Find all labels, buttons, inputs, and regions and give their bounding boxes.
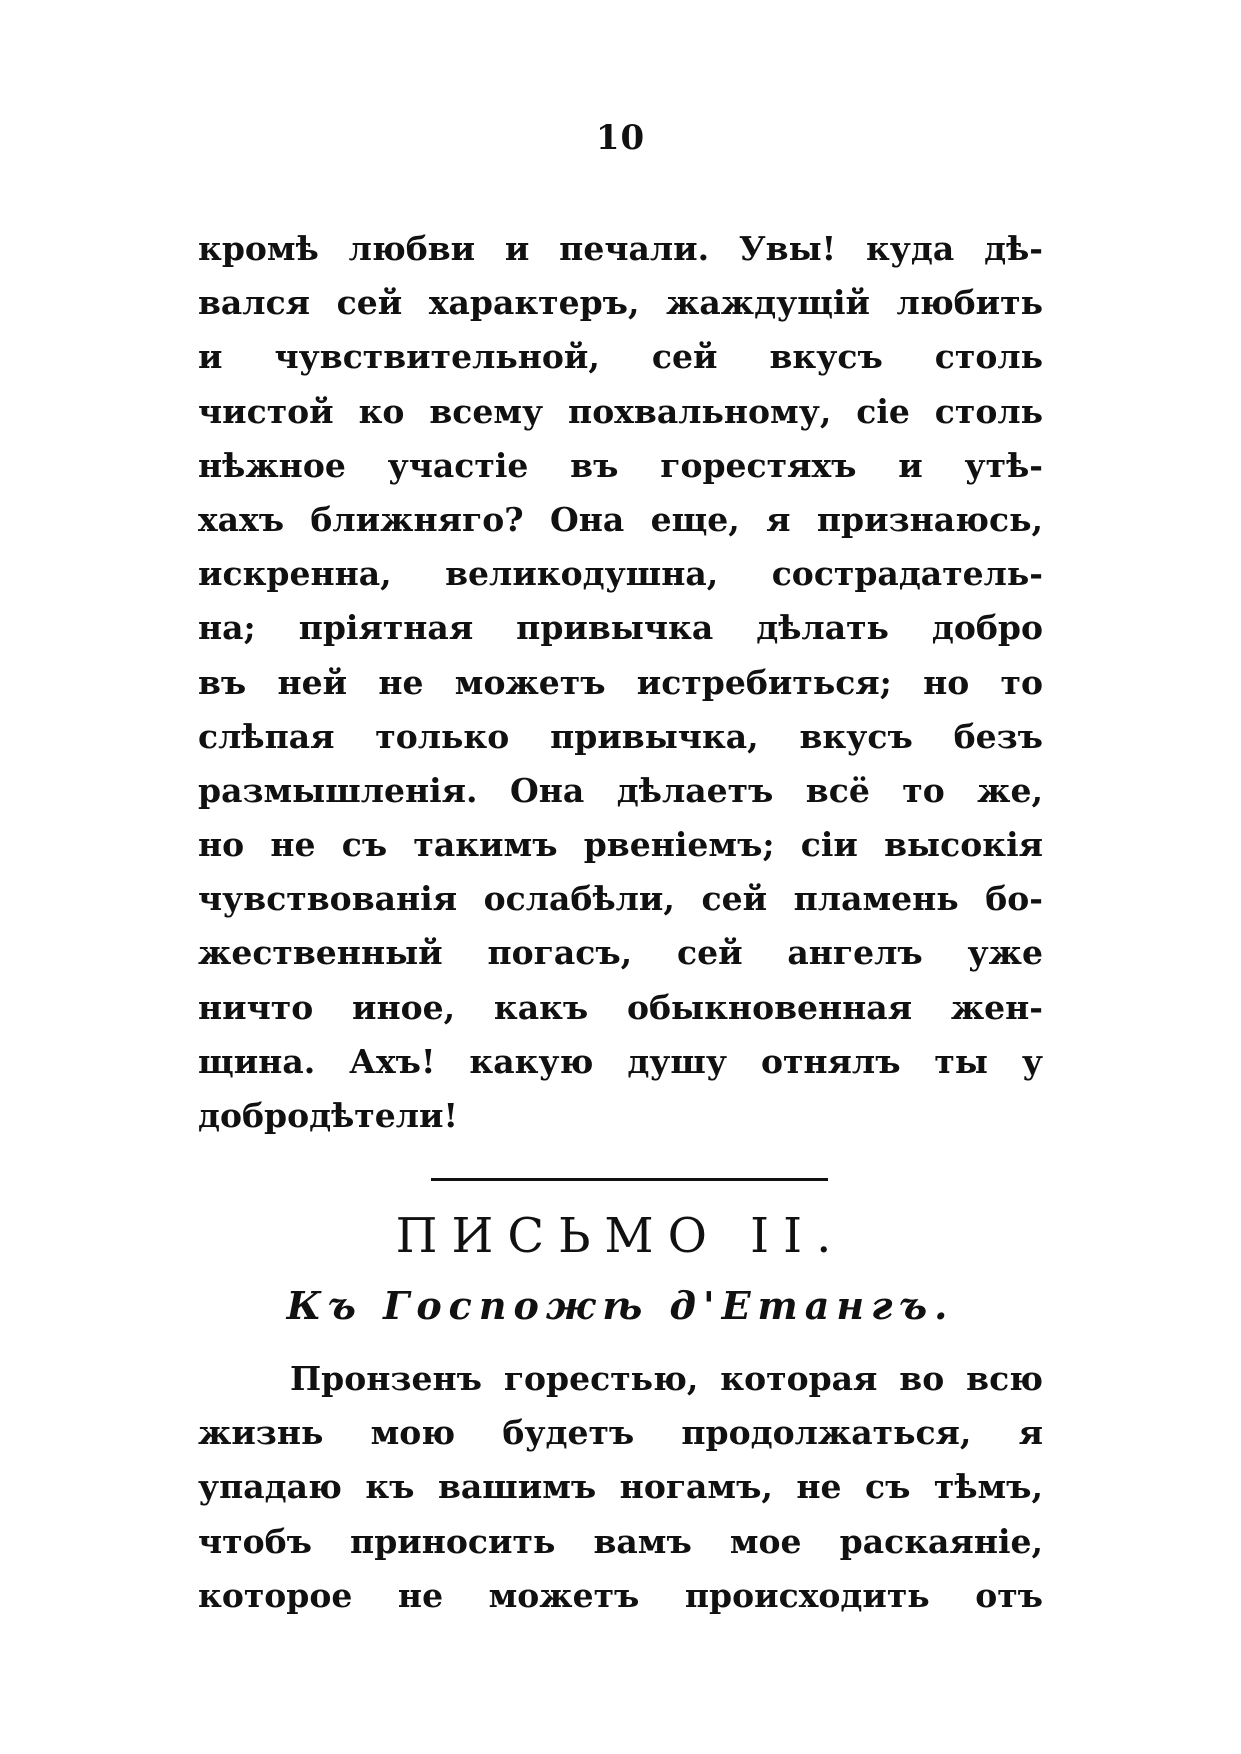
text-line: размышленія. Она дѣлаетъ всё то же, xyxy=(198,770,1043,810)
page-number: 10 xyxy=(595,118,646,158)
text-line: нѣжное участіе въ горестяхъ и утѣ- xyxy=(198,445,1043,485)
text-line: искренна, великодушна, сострадатель- xyxy=(198,554,1043,594)
text-line: но не съ такимъ рвеніемъ; сіи высокія xyxy=(198,825,1043,865)
section-divider xyxy=(431,1178,828,1181)
text-line: которое не можетъ происходить отъ xyxy=(198,1575,1043,1615)
text-line: Пронзенъ горестью, которая во всю xyxy=(290,1359,1043,1398)
text-line: щина. Ахъ! какую душу отнялъ ты у xyxy=(198,1041,1043,1081)
text-line: упадаю къ вашимъ ногамъ, не съ тѣмъ, xyxy=(198,1467,1043,1507)
text-line: ничто иное, какъ обыкновенная жен- xyxy=(198,987,1043,1027)
text-line: на; пріятная привычка дѣлать добро xyxy=(198,608,1043,648)
text-line: чтобъ приносить вамъ мое раскаяніе, xyxy=(198,1521,1043,1561)
text-line: чистой ко всему похвальному, сіе столь xyxy=(198,391,1043,431)
text-line: хахъ ближняго? Она еще, я признаюсь, xyxy=(198,499,1043,539)
body-text-continued xyxy=(198,222,1043,1143)
text-line: добродѣтели! xyxy=(198,1096,458,1135)
text-line: въ ней не можетъ истребиться; но то xyxy=(198,662,1043,702)
text-line: вался сей характеръ, жаждущій любить xyxy=(198,283,1043,323)
letter-body-text xyxy=(198,1352,1043,1623)
text-line: и чувствительной, сей вкусъ столь xyxy=(198,337,1043,377)
text-line: слѣпая только привычка, вкусъ безъ xyxy=(198,716,1043,756)
text-line: чувствованія ослабѣли, сей пламень бо- xyxy=(198,879,1043,919)
text-line: кромѣ любви и печали. Увы! куда дѣ- xyxy=(198,229,1043,268)
text-line: жественный погасъ, сей ангелъ уже xyxy=(198,933,1043,973)
letter-heading: ПИСЬМО II. xyxy=(395,1208,846,1264)
text-line: жизнь мою будетъ продолжаться, я xyxy=(198,1413,1043,1453)
letter-address: Къ Госпожѣ д'Етангъ. xyxy=(286,1283,955,1328)
